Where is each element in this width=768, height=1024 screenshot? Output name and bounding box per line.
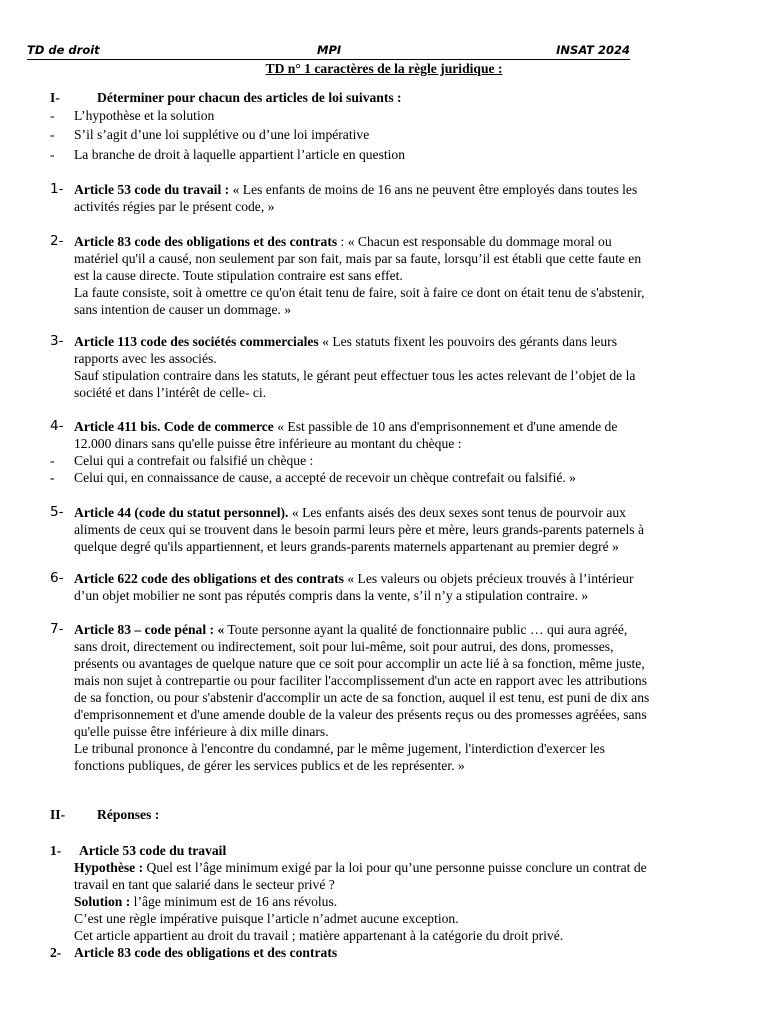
article-title: Article 53 code du travail : — [74, 182, 230, 197]
bullet-dash: - — [50, 147, 55, 162]
article-text: rapports avec les associés. — [74, 351, 217, 366]
article-number: 3- — [50, 333, 64, 349]
article-text: activités régies par le présent code, » — [74, 199, 275, 214]
article-4 — [0, 418, 768, 486]
article-title: Article 83 code des obligations et des contrats — [74, 234, 338, 249]
article-7 — [0, 621, 768, 774]
instruction-item: L’hypothèse et la solution — [74, 108, 215, 123]
article-text: matériel qu'il a causé, non seulement par son fait, mais par sa faute, lorsqu’il est établi que cette faute en — [74, 251, 642, 266]
section-two — [0, 806, 768, 823]
article-bullet: Celui qui a contrefait ou falsifié un chèque : — [74, 453, 314, 468]
solution-label: Solution : — [74, 894, 131, 909]
hypothesis-text: Quel est l’âge minimum exigé par la loi pour qu’une personne puisse conclure un contrat de — [143, 860, 647, 875]
article-6 — [0, 570, 768, 604]
article-text: 12.000 dinars sans qu'elle puisse être inférieure au montant du chèque : — [74, 436, 462, 451]
article-text: « Les valeurs ou objets précieux trouvés à l’intérieur — [343, 571, 634, 586]
article-5 — [0, 504, 768, 555]
article-number: 6- — [50, 570, 64, 586]
article-title: Article 44 (code du statut personnel). — [74, 505, 289, 520]
article-number: 7- — [50, 621, 64, 637]
answer-title: Article 53 code du travail — [79, 843, 227, 858]
article-text: sans intention de causer un dommage. » — [74, 302, 292, 317]
article-text: Sauf stipulation contraire dans les statuts, le gérant peut effectuer tous les actes relevant de l’objet de la — [74, 368, 636, 383]
article-text: « Les statuts fixent les pouvoirs des gérants dans leurs — [318, 334, 617, 349]
header-school-year: INSAT 2024 — [556, 43, 630, 57]
section-two-heading: Réponses : — [97, 807, 160, 822]
answer-text: C’est une règle impérative puisque l’article n’admet aucune exception. — [74, 911, 459, 926]
article-text: La faute consiste, soit à omettre ce qu'on était tenu de faire, soit à faire ce dont on était tenu de s'abstenir, — [74, 285, 645, 300]
instruction-item: La branche de droit à laquelle appartient l’article en question — [74, 147, 406, 162]
page-header — [27, 42, 630, 60]
article-text: d'emprisonnement et d'une amende double de la valeur des présents reçus ou des promesses agréées, sans — [74, 707, 647, 722]
article-text: est la cause directe. Toute stipulation contraire est sans effet. — [74, 268, 403, 283]
article-number: 1- — [50, 181, 64, 197]
article-text: : « Chacun est responsable du dommage moral ou — [337, 234, 612, 249]
article-bullet: Celui qui, en connaissance de cause, a accepté de recevoir un chèque contrefait ou falsifié. » — [74, 470, 576, 485]
header-program: MPI — [317, 43, 342, 57]
article-text: « Les enfants aisés des deux sexes sont tenus de pourvoir aux — [288, 505, 626, 520]
article-title: Article 83 – code pénal : « — [74, 622, 225, 637]
bullet-dash: - — [50, 127, 55, 142]
instruction-item: S’il s’agit d’une loi supplétive ou d’une loi impérative — [74, 127, 370, 142]
article-text: aliments de ceux qui se trouvent dans le besoin parmi leurs père et mère, leurs grands-parents paternels à — [74, 522, 644, 537]
article-text: Toute personne ayant la qualité de fonctionnaire public … qui aura agréé, — [224, 622, 628, 637]
article-2 — [0, 233, 768, 318]
article-text: « Est passible de 10 ans d'emprisonnement et d'une amende de — [273, 419, 618, 434]
answer-number: 1- — [50, 843, 62, 858]
article-number: 2- — [50, 233, 64, 249]
hypothesis-label: Hypothèse : — [74, 860, 144, 875]
article-text: présents ou avantages de quelque nature que ce soit pour accomplir un acte lié à sa fonction, même juste, — [74, 656, 645, 671]
header-course: TD de droit — [27, 43, 100, 57]
article-text: qu'elle puisse être inférieure à dix mille dinars. — [74, 724, 329, 739]
article-title: Article 113 code des sociétés commerciales — [74, 334, 319, 349]
bullet-dash: - — [50, 453, 55, 468]
article-text: quelque degré qu'ils appartiennent, et leurs grands-parents maternels appartenant au premier degré » — [74, 539, 619, 554]
answer-text: Cet article appartient au droit du travail ; matière appartenant à la catégorie du droit privé. — [74, 928, 564, 943]
article-1 — [0, 181, 768, 215]
article-number: 5- — [50, 504, 64, 520]
document-title: TD n° 1 caractères de la règle juridique : — [265, 61, 503, 76]
hypothesis-text: travail en tant que salarié dans le secteur privé ? — [74, 877, 335, 892]
answer-1 — [0, 842, 768, 961]
answer-title: Article 83 code des obligations et des contrats — [74, 945, 338, 960]
section-one — [0, 89, 768, 163]
article-text: d’un objet mobilier ne sont pas réputés compris dans la vente, s’il n’y a stipulation contraire. » — [74, 588, 589, 603]
section-two-numeral: II- — [50, 807, 66, 822]
section-one-numeral: I- — [50, 90, 60, 105]
article-text: « Les enfants de moins de 16 ans ne peuvent être employés dans toutes les — [229, 182, 638, 197]
article-text: Le tribunal prononce à l'encontre du condamné, par le même jugement, l'interdiction d'exercer les — [74, 741, 605, 756]
article-text: de sa fonction, ou pour s'abstenir d'accomplir un acte de sa fonction, auquel il est tenu, est puni de dix ans — [74, 690, 650, 705]
bullet-dash: - — [50, 108, 55, 123]
article-3 — [0, 333, 768, 401]
section-one-heading: Déterminer pour chacun des articles de loi suivants : — [97, 90, 402, 105]
article-text: sans droit, directement ou indirectement, soit pour lui-même, soit pour autrui, des dons, promesses, — [74, 639, 614, 654]
bullet-dash: - — [50, 470, 55, 485]
answer-number: 2- — [50, 945, 62, 960]
article-title: Article 622 code des obligations et des contrats — [74, 571, 344, 586]
article-title: Article 411 bis. Code de commerce — [74, 419, 274, 434]
article-text: fonctions publiques, de gérer les services publics et de les représenter. » — [74, 758, 465, 773]
article-number: 4- — [50, 418, 64, 434]
solution-text: l’âge minimum est de 16 ans révolus. — [130, 894, 338, 909]
article-text: société et dans l’intérêt de celle- ci. — [74, 385, 267, 400]
article-text: mais non sujet à contrepartie ou pour faciliter l'accomplissement d'un acte en rapport avec les attributions — [74, 673, 647, 688]
